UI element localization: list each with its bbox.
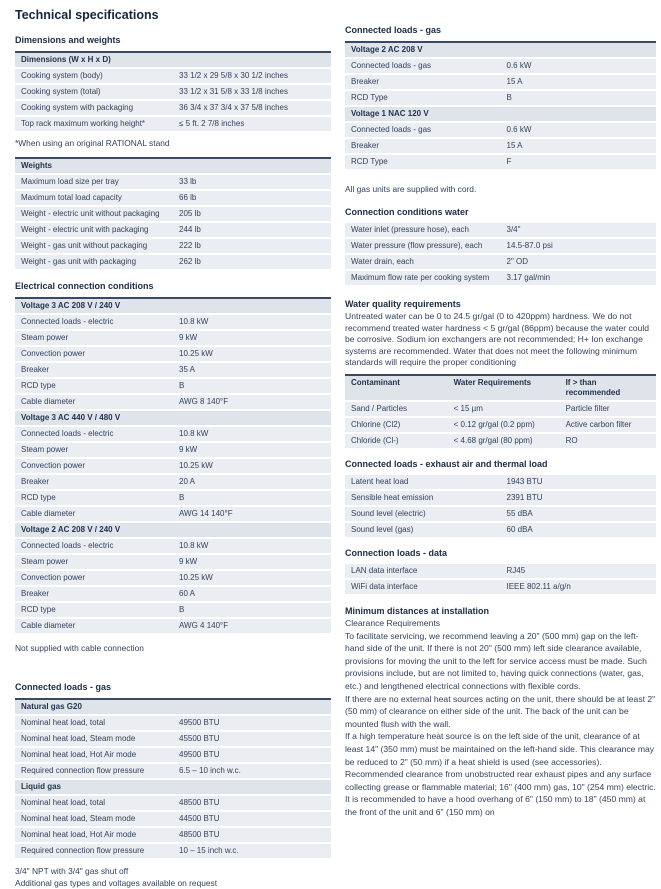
table-cell: Particle filter (565, 403, 610, 413)
weights-table (15, 157, 331, 271)
table-row (345, 523, 656, 539)
table-row (15, 812, 331, 828)
table-cell: Connected loads - electric (21, 429, 114, 438)
table-row (15, 844, 331, 860)
table-cell: Cooking system (total) (21, 87, 101, 96)
table-cell: B (179, 605, 185, 614)
table-cell: Required connection flow pressure (21, 846, 145, 855)
table-cell: Weights (21, 161, 52, 170)
table-cell: 9 kW (179, 445, 198, 454)
table-cell: ≤ 5 ft. 2 7/8 inches (179, 119, 245, 128)
table-cell: Cooking system (body) (21, 71, 103, 80)
table-cell: 10.25 kW (179, 573, 213, 582)
table-row (15, 475, 331, 491)
table-cell (501, 43, 657, 57)
table-cell: Maximum load size per tray (21, 177, 119, 186)
table-row (15, 459, 331, 475)
table-cell: Nominal heat load, Hot Air mode (21, 830, 137, 839)
table-cell: Cable diameter (21, 509, 76, 518)
table-cell: RJ45 (506, 565, 526, 575)
gas-electric-table (345, 41, 656, 171)
table-row (345, 507, 656, 523)
table-row (15, 347, 331, 363)
table-cell: Connected loads - gas (351, 61, 432, 70)
table-row (15, 491, 331, 507)
table-row (15, 603, 331, 619)
table-cell: Steam power (21, 445, 69, 454)
table-cell: Steam power (21, 557, 69, 566)
table-cell: 60 dBA (506, 524, 533, 534)
table-cell: Breaker (351, 141, 380, 150)
table-row (345, 123, 656, 139)
table-row (345, 434, 656, 450)
table-cell: Connected loads - gas (351, 125, 432, 134)
table-cell: RO (565, 435, 578, 445)
table-cell: Steam power (21, 333, 69, 342)
electrical-table (15, 297, 331, 635)
table-cell: Water Requirements (453, 377, 532, 387)
table-row (15, 379, 331, 395)
table-cell: RCD Type (351, 157, 388, 166)
table-row (15, 539, 331, 555)
contaminant-table (345, 374, 656, 450)
gas-cord-note: All gas units are supplied with cord. (345, 184, 477, 194)
table-row (345, 139, 656, 155)
table-row (345, 75, 656, 91)
clearance-paragraph-2: If there are no external heat sources acting on the unit, there should be at least 2" (50 mm) of clearance on either side of the unit. The back of the unit can be mounted flush with the wall. (345, 693, 656, 729)
table-cell: AWG 14 140°F (179, 509, 233, 518)
table-cell: 3.17 gal/min (506, 273, 551, 282)
table-cell: 15 A (506, 141, 523, 150)
table-cell: AWG 8 140°F (179, 397, 229, 406)
section-water-quality-heading: Water quality requirements (345, 299, 461, 309)
table-header-row (15, 523, 331, 539)
table-cell: Sound level (gas) (351, 524, 414, 534)
table-row (345, 255, 656, 271)
table-cell: Required connection flow pressure (21, 766, 145, 775)
section-min-distances-heading: Minimum distances at installation (345, 605, 490, 616)
table-cell: 33 1/2 x 31 5/8 x 33 1/8 inches (179, 87, 288, 96)
table-row (15, 555, 331, 571)
table-row (15, 732, 331, 748)
table-row (345, 91, 656, 107)
table-row (345, 155, 656, 171)
table-cell: 49500 BTU (179, 750, 220, 759)
table-cell: 10.8 kW (179, 317, 209, 326)
table-row (345, 491, 656, 507)
gas-table (15, 698, 331, 860)
table-row (15, 239, 331, 255)
table-cell: Liquid gas (21, 782, 61, 791)
table-header-row (15, 780, 331, 796)
table-cell: Water pressure (flow pressure), each (351, 241, 483, 250)
table-cell: Top rack maximum working height* (21, 119, 146, 128)
table-cell: Natural gas G20 (21, 702, 82, 711)
table-cell: Connected loads - electric (21, 317, 114, 326)
table-row (15, 207, 331, 223)
table-cell: Connected loads - electric (21, 541, 114, 550)
table-row (345, 271, 656, 287)
table-cell: RCD Type (351, 93, 388, 102)
table-row (15, 85, 331, 101)
table-cell: Nominal heat load, total (21, 718, 106, 727)
table-cell: Voltage 2 AC 208 V (351, 45, 423, 54)
table-cell: Convection power (21, 573, 86, 582)
table-cell: AWG 4 140°F (179, 621, 229, 630)
table-cell: Cable diameter (21, 397, 76, 406)
table-row (345, 223, 656, 239)
table-cell: 45500 BTU (179, 734, 220, 743)
table-cell (173, 700, 331, 714)
table-cell (173, 299, 331, 313)
table-cell: If > than recommended (565, 377, 621, 397)
table-cell: Cooking system with packaging (21, 103, 134, 112)
table-header-row (345, 43, 656, 59)
table-row (345, 402, 656, 418)
table-cell: 0.6 kW (506, 61, 532, 70)
table-cell: 10.25 kW (179, 461, 213, 470)
table-cell: 14.5-87.0 psi (506, 241, 553, 250)
table-cell: Nominal heat load, Hot Air mode (21, 750, 137, 759)
table-cell: 10.8 kW (179, 429, 209, 438)
table-cell: Sound level (electric) (351, 508, 426, 518)
table-cell (173, 53, 331, 67)
section-data-heading: Connection loads - data (345, 547, 448, 558)
page-title: Technical specifications (15, 8, 159, 22)
table-cell: Voltage 2 AC 208 V / 240 V (21, 525, 121, 534)
gas-note-npt: 3/4" NPT with 3/4" gas shut off (15, 866, 129, 876)
table-cell: 244 lb (179, 225, 201, 234)
data-connection-table (345, 564, 656, 596)
table-cell: 10.25 kW (179, 349, 213, 358)
table-cell: Nominal heat load, total (21, 798, 106, 807)
table-cell: 10.8 kW (179, 541, 209, 550)
table-cell: RCD type (21, 605, 56, 614)
table-cell: IEEE 802.11 a/g/n (506, 581, 571, 591)
clearance-subheading: Clearance Requirements (345, 617, 441, 628)
table-cell: F (506, 157, 512, 166)
table-row (15, 828, 331, 844)
table-row (15, 117, 331, 133)
table-cell (173, 159, 331, 173)
table-cell: B (506, 93, 512, 102)
table-row (15, 443, 331, 459)
table-cell: Cable diameter (21, 621, 76, 630)
table-cell: 205 lb (179, 209, 201, 218)
section-exhaust-heading: Connected loads - exhaust air and thermal load (345, 458, 548, 469)
table-cell: 66 lb (179, 193, 197, 202)
table-cell: Sand / Particles (351, 403, 408, 413)
table-header-row (345, 376, 656, 402)
table-cell: 9 kW (179, 557, 198, 566)
table-header-row (15, 700, 331, 716)
table-cell: Weight - gas unit without packaging (21, 241, 148, 250)
table-cell: < 0.12 gr/gal (0.2 ppm) (453, 419, 535, 429)
electrical-note: Not supplied with cable connection (15, 643, 144, 653)
table-cell: Chloride (Cl-) (351, 435, 399, 445)
table-cell: Active carbon filter (565, 419, 632, 429)
table-cell (501, 107, 657, 121)
table-cell: 44500 BTU (179, 814, 220, 823)
table-cell: 2" OD (506, 257, 529, 266)
table-cell: 33 1/2 x 29 5/8 x 30 1/2 inches (179, 71, 288, 80)
table-row (15, 101, 331, 117)
table-cell: Breaker (351, 77, 380, 86)
table-cell: Weight - gas unit with packaging (21, 257, 137, 266)
table-row (15, 223, 331, 239)
table-row (345, 475, 656, 491)
table-cell: Weight - electric unit with packaging (21, 225, 149, 234)
clearance-paragraph-1: To facilitate servicing, we recommend leaving a 20" (500 mm) gap on the left-hand side of the unit. If there is not 20" (500 mm) left side clearance available, provisions for moving the unit to the left for service access must be made. Such provisions include, but are not limited to, having quick connections (water, gas, etc.) and lengthened electrical connections with flexible cords. (345, 630, 647, 691)
table-row (15, 69, 331, 85)
section-electrical-heading: Electrical connection conditions (15, 281, 154, 291)
table-cell: Nominal heat load, Steam mode (21, 734, 136, 743)
table-row (15, 716, 331, 732)
table-cell: 10 – 15 inch w.c. (179, 846, 239, 855)
water-table (345, 223, 656, 287)
table-row (15, 571, 331, 587)
table-cell: 55 dBA (506, 508, 533, 518)
table-row (15, 619, 331, 635)
table-row (15, 507, 331, 523)
table-header-row (15, 53, 331, 69)
right-column (345, 8, 656, 889)
table-cell: Weight - electric unit without packaging (21, 209, 160, 218)
exhaust-table (345, 475, 656, 539)
table-row (15, 796, 331, 812)
table-cell: Breaker (21, 589, 50, 598)
table-cell: 49500 BTU (179, 718, 220, 727)
table-cell: Maximum total load capacity (21, 193, 122, 202)
clearance-requirements-block (345, 617, 656, 819)
table-cell: 36 3/4 x 37 3/4 x 37 5/8 inches (179, 103, 288, 112)
table-cell: 0.6 kW (506, 125, 532, 134)
table-cell (173, 780, 331, 794)
table-row (345, 59, 656, 75)
table-header-row (15, 411, 331, 427)
table-cell: 48500 BTU (179, 798, 220, 807)
table-cell: Convection power (21, 461, 86, 470)
table-cell: B (179, 381, 185, 390)
table-cell: < 15 µm (453, 403, 483, 413)
table-cell: Voltage 1 NAC 120 V (351, 109, 429, 118)
table-cell: Nominal heat load, Steam mode (21, 814, 136, 823)
table-cell: Voltage 3 AC 208 V / 240 V (21, 301, 121, 310)
table-row (15, 331, 331, 347)
table-cell: < 4.68 gr/gal (80 ppm) (453, 435, 533, 445)
table-cell: 262 lb (179, 257, 201, 266)
table-cell: Breaker (21, 365, 50, 374)
water-quality-paragraph: Untreated water can be 0 to 24.5 gr/gal (0 to 420ppm) hardness. We do not recommend treated water hardness < 5 gr/gal (86ppm) because the water could be corrosive. Sodium ion exchangers are not recommended; H+ Ion exchange systems are recommended. Water that does not meet the following minimum standards will require the proper conditioning (345, 311, 650, 368)
table-cell: RCD type (21, 493, 56, 502)
table-row (15, 363, 331, 379)
dimensions-table (15, 51, 331, 133)
table-row (15, 748, 331, 764)
table-row (345, 580, 656, 596)
table-cell: Water inlet (pressure hose), each (351, 225, 469, 234)
table-cell: Breaker (21, 477, 50, 486)
table-cell: 20 A (179, 477, 196, 486)
table-cell: Dimensions (W x H x D) (21, 55, 111, 64)
table-cell: B (179, 493, 185, 502)
table-row (15, 255, 331, 271)
table-cell: WiFi data interface (351, 581, 418, 591)
table-cell: Sensible heat emission (351, 492, 434, 502)
table-cell: RCD type (21, 381, 56, 390)
table-cell (173, 523, 331, 537)
section-dimensions-weights-heading: Dimensions and weights (15, 35, 121, 45)
table-cell: 15 A (506, 77, 523, 86)
table-cell (173, 411, 331, 425)
table-header-row (15, 159, 331, 175)
table-cell: 2391 BTU (506, 492, 543, 502)
table-row (15, 191, 331, 207)
table-cell: 33 lb (179, 177, 197, 186)
table-cell: LAN data interface (351, 565, 418, 575)
clearance-paragraph-4: Recommended clearance from unobstructed rear exhaust pipes and any surface collecting grease or flammable material; 16" (400 mm) gas, 10" (254 mm) electric. It is recommended to have a hood overhang of 6" (150 mm) to 18" (450 mm) at the front of the unit and 6" (150 mm) on (345, 769, 656, 817)
table-cell: Convection power (21, 349, 86, 358)
table-cell: 48500 BTU (179, 830, 220, 839)
section-gas-left-heading: Connected loads - gas (15, 682, 112, 692)
table-row (345, 239, 656, 255)
table-row (15, 764, 331, 780)
table-row (345, 418, 656, 434)
left-column (15, 8, 331, 889)
table-cell: Water drain, each (351, 257, 414, 266)
table-cell: 1943 BTU (506, 476, 543, 486)
table-header-row (15, 299, 331, 315)
table-row (15, 587, 331, 603)
clearance-paragraph-3: If a high temperature heat source is on the left side of the unit, clearance of at least 14" (350 mm) must be maintained on the left-hand side. This clearance may be reduced to 2" (50 mm) if a heat shield is used (see accessories). (345, 731, 655, 767)
table-cell: 9 kW (179, 333, 198, 342)
dimensions-footnote: *When using an original RATIONAL stand (15, 138, 170, 148)
table-cell: Voltage 3 AC 440 V / 480 V (21, 413, 121, 422)
table-cell: 3/4" (506, 225, 521, 234)
table-row (15, 315, 331, 331)
table-cell: Chlorine (Cl2) (351, 419, 401, 429)
table-row (15, 175, 331, 191)
table-cell: Maximum flow rate per cooking system (351, 273, 490, 282)
section-water-heading: Connection conditions water (345, 207, 469, 217)
table-row (15, 427, 331, 443)
section-gas-right-heading: Connected loads - gas (345, 25, 442, 35)
gas-note-additional: Additional gas types and voltages available on request (15, 878, 218, 888)
table-cell: 35 A (179, 365, 196, 374)
table-row (15, 395, 331, 411)
table-row (345, 564, 656, 580)
table-cell: Contaminant (351, 377, 400, 387)
table-cell: 60 A (179, 589, 196, 598)
table-header-row (345, 107, 656, 123)
table-cell: Latent heat load (351, 476, 409, 486)
table-cell: 6.5 – 10 inch w.c. (179, 766, 241, 775)
table-cell: 222 lb (179, 241, 201, 250)
